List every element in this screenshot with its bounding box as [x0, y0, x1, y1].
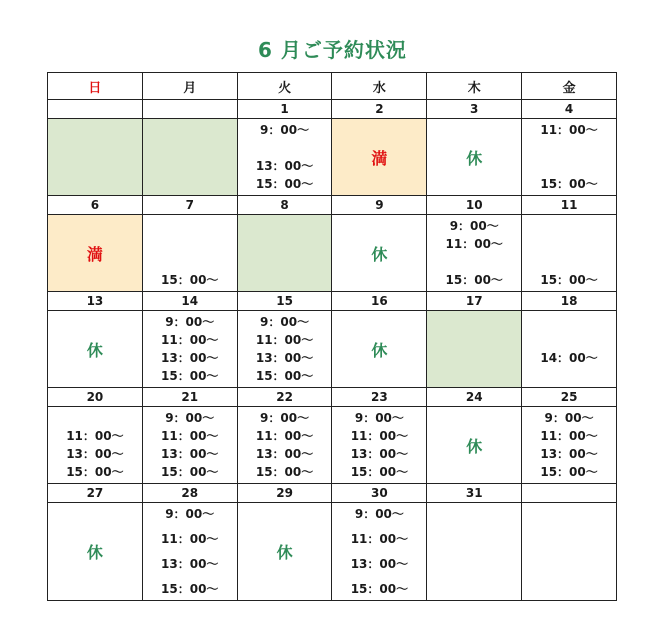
time-slot: 11：00～: [540, 429, 598, 443]
time-slot: 15：00～: [161, 273, 219, 287]
closed-day-cell: [427, 407, 522, 484]
time-slot: 15：00～: [161, 369, 219, 383]
date-number: 25: [522, 388, 617, 407]
time-slot: 13：00～: [255, 159, 314, 173]
time-slot: 13：00～: [161, 557, 219, 571]
available-slots-cell: [332, 503, 427, 601]
date-number: 15: [237, 292, 332, 311]
time-slot: 9：00～: [260, 411, 310, 425]
slot-spacer: [522, 148, 616, 166]
available-slots-cell: [427, 215, 522, 292]
date-number: [522, 484, 617, 503]
weekday-thu: 木: [427, 73, 522, 100]
date-number: 10: [427, 196, 522, 215]
available-slots-cell: [332, 407, 427, 484]
time-slot: 13：00～: [161, 351, 219, 365]
time-slot: 15：00～: [350, 582, 409, 596]
slot-spacer: [522, 367, 616, 385]
time-slot: 15：00～: [255, 369, 314, 383]
date-number: 30: [332, 484, 427, 503]
date-number: 21: [142, 388, 237, 407]
date-number: 29: [237, 484, 332, 503]
slot-spacer: [522, 253, 616, 271]
blocked-day-cell: [427, 311, 522, 388]
day-cell-row: [48, 119, 617, 196]
date-number: 20: [48, 388, 143, 407]
time-slot: 11：00～: [161, 532, 219, 546]
date-number: 11: [522, 196, 617, 215]
closed-label: 休: [276, 543, 293, 562]
date-number: 13: [48, 292, 143, 311]
day-cell-row: [48, 407, 617, 484]
blocked-day-cell: [142, 119, 237, 196]
slot-spacer: [522, 217, 616, 235]
closed-label: 休: [86, 340, 103, 360]
time-slot: 13：00～: [161, 447, 219, 461]
closed-day-cell: [237, 503, 332, 601]
time-slot: 11：00～: [255, 429, 314, 443]
time-slot: 13：00～: [255, 351, 314, 365]
date-number: 16: [332, 292, 427, 311]
time-slot: 9：00～: [354, 411, 404, 425]
day-cell-row: [48, 503, 617, 601]
fully-booked-label: 満: [86, 244, 103, 264]
closed-label: 休: [371, 340, 388, 360]
slot-spacer: [427, 253, 521, 271]
slot-spacer: [143, 217, 237, 235]
date-number: 14: [142, 292, 237, 311]
weekday-wed: 水: [332, 73, 427, 100]
date-number: 17: [427, 292, 522, 311]
date-number: 9: [332, 196, 427, 215]
time-slot: 11：00～: [255, 333, 314, 347]
slot-spacer: [522, 313, 616, 331]
available-slots-cell: [142, 407, 237, 484]
closed-label: 休: [371, 244, 388, 264]
available-slots-cell: [237, 311, 332, 388]
closed-label: 休: [466, 436, 483, 456]
available-slots-cell: [237, 119, 332, 196]
empty-day-cell: [427, 503, 522, 601]
date-number-row: [48, 388, 617, 407]
time-slot: 13：00～: [540, 447, 598, 461]
fully-booked-cell: [48, 215, 143, 292]
weekday-sun: 日: [48, 73, 143, 100]
date-number-row: [48, 292, 617, 311]
day-cell-row: [48, 311, 617, 388]
date-number-row: [48, 196, 617, 215]
closed-label: 休: [466, 148, 483, 168]
time-slot: 13：00～: [255, 447, 314, 461]
blocked-day-cell: [48, 119, 143, 196]
date-number: 4: [522, 100, 617, 119]
date-number: [48, 100, 143, 119]
time-slot: 11：00～: [66, 429, 124, 443]
date-number-row: [48, 100, 617, 119]
available-slots-cell: [522, 407, 617, 484]
available-slots-cell: [142, 503, 237, 601]
closed-label: 休: [86, 543, 103, 562]
time-slot: 11：00～: [350, 429, 409, 443]
date-number: 2: [332, 100, 427, 119]
time-slot: 15：00～: [540, 273, 598, 287]
page-title: 6 月ご予約状況: [258, 38, 407, 62]
closed-day-cell: [48, 311, 143, 388]
time-slot: 14：00～: [540, 351, 598, 365]
date-number: 22: [237, 388, 332, 407]
time-slot: 9：00～: [544, 411, 594, 425]
closed-day-cell: [332, 215, 427, 292]
slot-spacer: [238, 139, 332, 157]
available-slots-cell: [522, 311, 617, 388]
weekday-header-row: [48, 73, 617, 100]
time-slot: 15：00～: [540, 177, 598, 191]
slot-spacer: [48, 409, 142, 427]
date-number: 18: [522, 292, 617, 311]
time-slot: 9：00～: [449, 219, 499, 233]
time-slot: 9：00～: [165, 411, 215, 425]
empty-day-cell: [522, 503, 617, 601]
weekday-fri: 金: [522, 73, 617, 100]
date-number: 27: [48, 484, 143, 503]
time-slot: 11：00～: [161, 333, 219, 347]
time-slot: 13：00～: [350, 557, 409, 571]
time-slot: 11：00～: [161, 429, 219, 443]
date-number: 7: [142, 196, 237, 215]
available-slots-cell: [142, 311, 237, 388]
time-slot: 9：00～: [260, 123, 310, 137]
slot-spacer: [143, 235, 237, 253]
weekday-mon: 月: [142, 73, 237, 100]
time-slot: 11：00～: [445, 237, 503, 251]
time-slot: 15：00～: [350, 465, 409, 479]
available-slots-cell: [522, 119, 617, 196]
date-number: 6: [48, 196, 143, 215]
date-number: [142, 100, 237, 119]
date-number: 28: [142, 484, 237, 503]
closed-day-cell: [48, 503, 143, 601]
date-number: 1: [237, 100, 332, 119]
time-slot: 13：00～: [66, 447, 124, 461]
time-slot: 15：00～: [255, 465, 314, 479]
available-slots-cell: [522, 215, 617, 292]
time-slot: 15：00～: [66, 465, 124, 479]
date-number: 31: [427, 484, 522, 503]
time-slot: 15：00～: [161, 465, 219, 479]
date-number: 8: [237, 196, 332, 215]
time-slot: 15：00～: [540, 465, 598, 479]
time-slot: 15：00～: [255, 177, 314, 191]
available-slots-cell: [48, 407, 143, 484]
slot-spacer: [522, 235, 616, 253]
time-slot: 9：00～: [354, 507, 404, 521]
day-cell-row: [48, 215, 617, 292]
date-number-row: [48, 484, 617, 503]
blocked-day-cell: [237, 215, 332, 292]
available-slots-cell: [237, 407, 332, 484]
time-slot: 15：00～: [445, 273, 503, 287]
time-slot: 13：00～: [350, 447, 409, 461]
fully-booked-cell: [332, 119, 427, 196]
closed-day-cell: [427, 119, 522, 196]
weekday-tue: 火: [237, 73, 332, 100]
time-slot: 11：00～: [350, 532, 409, 546]
time-slot: 9：00～: [260, 315, 310, 329]
date-number: 23: [332, 388, 427, 407]
time-slot: 9：00～: [165, 315, 215, 329]
date-number: 3: [427, 100, 522, 119]
closed-day-cell: [332, 311, 427, 388]
slot-spacer: [522, 331, 616, 349]
time-slot: 11：00～: [540, 123, 598, 137]
reservation-calendar: [47, 72, 617, 601]
date-number: 24: [427, 388, 522, 407]
time-slot: 15：00～: [161, 582, 219, 596]
available-slots-cell: [142, 215, 237, 292]
fully-booked-label: 満: [371, 148, 388, 168]
slot-spacer: [143, 253, 237, 271]
time-slot: 9：00～: [165, 507, 215, 521]
